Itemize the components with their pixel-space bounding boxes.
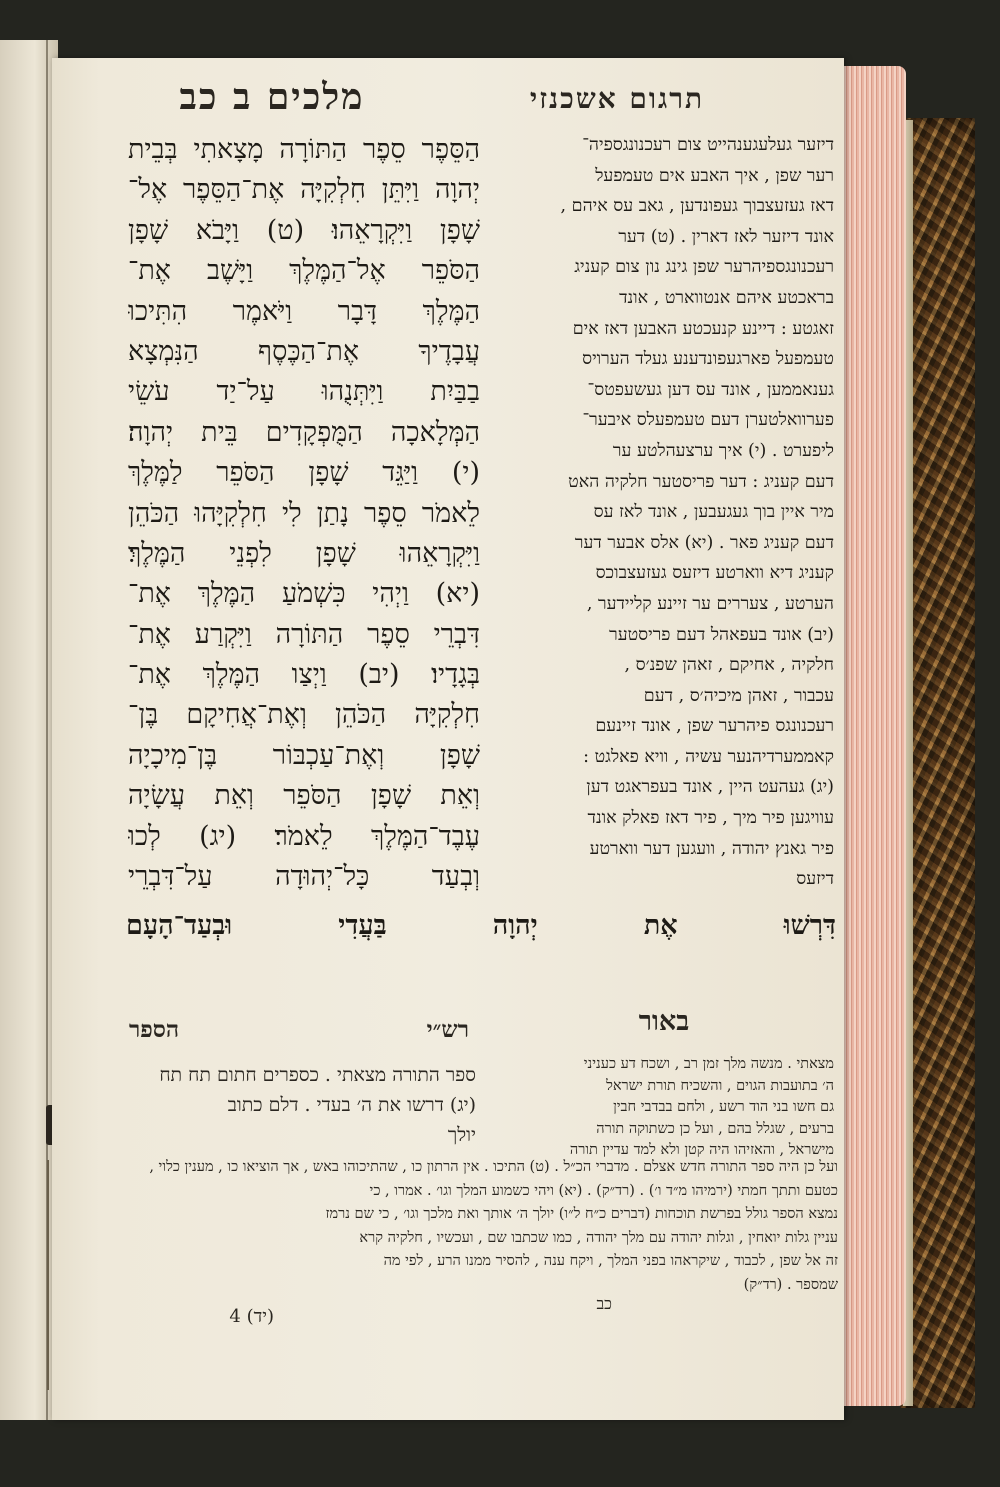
biur-line: גם חשו בני הוד רשע , ולחם בבדבי חבין bbox=[613, 1099, 834, 1115]
commentary-line: נמצא הספר גולל בפרשת תוכחות (דברים כ״ח ל״ו) יולך ה׳ אותך ואת מלכך וגו׳ , כי שם נרמז bbox=[325, 1206, 838, 1222]
biur-line: ה׳ בתועבות הגוים , והשכיח תורת ישראל bbox=[606, 1077, 834, 1094]
page-edges bbox=[842, 66, 906, 1406]
biur-line: מישראל , והאזיהו היה קטן ולא למד עדיין תורה bbox=[569, 1142, 834, 1158]
yiddish-line: רער שפן , איך האבע אים טעמפעל bbox=[595, 165, 834, 186]
yiddish-line: טעמפעל פארגעפונדענע געלד הערויס bbox=[582, 349, 834, 370]
rashi-label: רש״י bbox=[426, 1016, 469, 1043]
yiddish-line: אונד דיזער לאז דארין . (ט) דער bbox=[618, 226, 834, 247]
yiddish-line: קעניג דיא ווארטע דיזעס געזעצבוכס bbox=[595, 563, 834, 584]
yiddish-line: דיזער געלעגענהייט צום רעכנונגספיה־ bbox=[582, 135, 834, 155]
hebrew-line: בְּגָדָיו׃ (יב) וַיְצַו הַמֶּלֶךְ אֶת־ bbox=[128, 659, 480, 691]
yiddish-line: עכבור , זאהן מיכיה׳ס , דעם bbox=[643, 685, 834, 706]
binding-thread bbox=[47, 1160, 49, 1390]
biur-line: ברעים , שגלל בהם , ועל כן כשתוקה תורה bbox=[596, 1120, 834, 1137]
running-header-book: מלכים ב כב bbox=[179, 76, 365, 118]
hebrew-line: הַמְּלָאכָה הַמֻּפְקָדִים בֵּית יְהוָה׃ bbox=[128, 416, 480, 448]
yiddish-line: פערוואלטערן דעם טעמפעלס איבער־ bbox=[582, 410, 834, 431]
left-page-edge bbox=[0, 40, 58, 1420]
hebrew-line: לֵאמֹר סֵפֶר נָתַן לִי חִלְקִיָּהוּ הַכֹּהֵן bbox=[128, 497, 480, 529]
running-header-targum: תרגום אשכנזי bbox=[529, 82, 705, 115]
hebrew-line: (י) וַיַּגֵּד שָׁפָן הַסֹּפֵר לַמֶּלֶךְ bbox=[128, 457, 480, 489]
hebrew-line: עֶבֶד־הַמֶּלֶךְ לֵאמֹר׃ (יג) לְכוּ bbox=[128, 820, 480, 852]
hebrew-line: הַמֶּלֶךְ דָּבָר וַיֹּאמֶר הִתִּיכוּ bbox=[128, 295, 480, 327]
commentary-line: עניין גלות יואחין , וגלות יהודה עם מלך יהודה , כמו שכתבו שם , ועכשיו , חלקיה קרא bbox=[359, 1229, 838, 1246]
rashi-line: יולך bbox=[447, 1124, 476, 1146]
rashi-heading bbox=[129, 1016, 469, 1043]
commentary-line: כטעם ותתך חמתי (ירמיהו מ״ד ו׳) . (רד״ק) . (יא) ויהי כשמוע המלך וגו׳ . אמרו , כי bbox=[369, 1182, 838, 1199]
yiddish-line: דיזעס bbox=[796, 869, 834, 890]
catchword: כב bbox=[596, 1294, 612, 1313]
yiddish-translation-column bbox=[484, 130, 834, 950]
rashi-line: (יג) דרשו את ה׳ בעדי . דלם כתוב bbox=[227, 1094, 476, 1116]
yiddish-line: חלקיה , אחיקם , זאהן שפנ׳ס , bbox=[624, 655, 834, 676]
hebrew-line: (יא) וַיְהִי כִּשְׁמֹעַ הַמֶּלֶךְ אֶת־ bbox=[128, 578, 480, 610]
hebrew-line: בַבַּיִת וַיִּתְּנֻהוּ עַל־יַד עֹשֵׂי bbox=[128, 376, 480, 408]
biur-commentary-continued bbox=[114, 1156, 838, 1297]
yiddish-line: דאז געזעצבוך געפונדען , גאב עס איהם , bbox=[560, 196, 834, 217]
hebrew-line: שָׁפָן וְאֶת־עַכְבּוֹר בֶּן־מִיכָיָה bbox=[128, 739, 480, 771]
yiddish-line: פיר גאנץ יהודה , וועגען דער ווארטע bbox=[589, 838, 834, 859]
hebrew-line: וְבְעַד כָּל־יְהוּדָה עַל־דִּבְרֵי bbox=[128, 861, 480, 893]
hebrew-line: יְהוָה וַיִּתֵּן חִלְקִיָּה אֶת־הַסֵּפֶר אֶל־ bbox=[128, 174, 480, 206]
yiddish-line: ליפערט . (י) איך ערצעהלטע ער bbox=[612, 440, 834, 461]
signature-mark: (יד) 4 bbox=[229, 1306, 274, 1327]
hebrew-line: וַיִּקְרָאֵהוּ שָׁפָן לִפְנֵי הַמֶּלֶךְ׃ bbox=[128, 537, 480, 569]
verse-continuation-line: דִּרְשׁוּ אֶת יְהוָה בַּעֲדִי וּבְעַד־הָעָם bbox=[126, 910, 836, 941]
hebrew-line: הַסֵּפֶר סֵפֶר הַתּוֹרָה מָצָאתִי בְּבֵית bbox=[128, 134, 480, 165]
yiddish-line: (יג) געהעט היין , אונד בעפראגט דען bbox=[586, 777, 834, 798]
biur-line: מצאתי . מנשה מלך זמן רב , ושכח דע כעניני bbox=[583, 1056, 834, 1072]
rashi-reference: הספר bbox=[129, 1016, 180, 1043]
yiddish-line: הערטע , צעררים ער זיינע קליידער , bbox=[586, 593, 834, 614]
hebrew-line: דִּבְרֵי סֵפֶר הַתּוֹרָה וַיִּקְרַע אֶת־ bbox=[128, 618, 480, 650]
yiddish-line: דעם קעניג : דער פריסטער חלקיה האט bbox=[568, 471, 834, 492]
rashi-line: ספר התורה מצאתי . כספרים חתום תח תח bbox=[159, 1064, 476, 1086]
commentary-line: שמספר . (רד״ק) bbox=[743, 1276, 838, 1293]
yiddish-line: בראכטע איהם אנטווארט , אונד bbox=[619, 287, 834, 308]
yiddish-line: זאגטע : דיינע קנעכטע האבען דאז אים bbox=[572, 318, 834, 339]
commentary-line: זה אל שפן , לכבוד , שיקראהו בפני המלך , ויקח ענה , להסיר ממנו הרע , לפי מה bbox=[383, 1253, 838, 1269]
hebrew-line: חִלְקִיָּה הַכֹּהֵן וְאֶת־אֲחִיקָם בֶּן־ bbox=[128, 699, 480, 731]
commentary-line: ועל כן היה ספר התורה חדש אצלם . מדברי הכ״ל . (ט) התיכו . אין הרתון כו , שהתיכוהו באש , אך הוציאו כו , מענין כלוי , bbox=[149, 1159, 838, 1175]
yiddish-line: רעכנונגס פיהרער שפן , אונד זיינעם bbox=[595, 716, 834, 737]
biur-commentary bbox=[480, 1054, 834, 1162]
yiddish-line: רעכנונגספיהרער שפן גינג נון צום קעניג bbox=[574, 257, 834, 278]
biur-heading: באור bbox=[638, 1006, 690, 1037]
yiddish-line: קאממערדיהנער עשיה , וויא פאלגט : bbox=[583, 746, 834, 767]
yiddish-line: דעם קעניג פאר . (יא) אלס אבער דער bbox=[574, 532, 834, 553]
yiddish-line: גענאממען , אונד עס דען געשעפטס־ bbox=[587, 379, 834, 400]
hebrew-line: עֲבָדֶיךָ אֶת־הַכֶּסֶף הַנִּמְצָא bbox=[128, 335, 480, 367]
hebrew-line: שָׁפָן וַיִּקְרָאֵהוּ׃ (ט) וַיָּבֹא שָׁפָן bbox=[128, 214, 480, 246]
hebrew-line: וְאֵת שָׁפָן הַסֹּפֵר וְאֵת עֲשָׂיָה bbox=[128, 780, 480, 812]
hebrew-line: הַסֹּפֵר אֶל־הַמֶּלֶךְ וַיָּשֶׁב אֶת־ bbox=[128, 255, 480, 287]
rashi-commentary bbox=[128, 1060, 476, 1150]
yiddish-line: מיר איין בוך געגעבען , אונד לאז עס bbox=[593, 502, 834, 523]
yiddish-line: (יב) אונד בעפאהל דעם פריסטער bbox=[609, 624, 834, 645]
yiddish-line: עוויגען פיר מיך , פיר דאז פאלק אונד bbox=[587, 808, 834, 829]
hebrew-text-column bbox=[128, 130, 480, 950]
book-page bbox=[52, 58, 844, 1420]
